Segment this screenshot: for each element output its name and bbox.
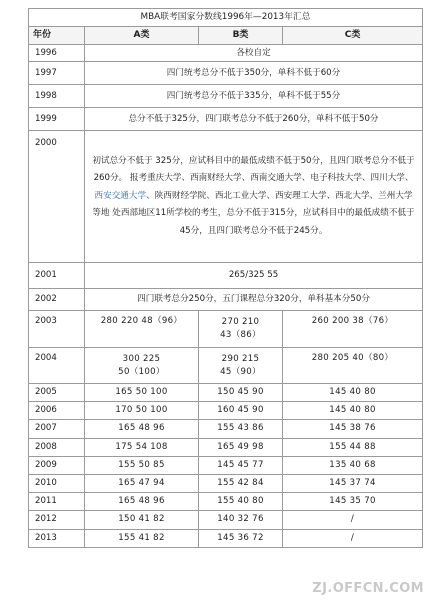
a-cell: 165 50 100	[85, 384, 199, 402]
year-cell: 2011	[29, 493, 85, 511]
year-cell: 2003	[29, 311, 85, 348]
a-cell	[85, 348, 199, 384]
year-cell: 2009	[29, 456, 85, 474]
merged-cell: 265/325 55	[85, 263, 423, 289]
a-cell: 175 54 108	[85, 438, 199, 456]
b-line: 270 210	[221, 317, 260, 327]
c-cell: 145 38 76	[283, 420, 423, 438]
a-line: 300 225	[122, 353, 161, 364]
table-row	[29, 311, 423, 348]
a-line: 50（100）	[118, 366, 165, 377]
table-row	[29, 384, 423, 402]
b-line: 43（86）	[220, 330, 261, 340]
c-cell: /	[283, 511, 423, 529]
header-year: 年份	[29, 27, 85, 45]
table-row	[29, 131, 423, 263]
a-cell: 280 220 48（96）	[85, 311, 199, 348]
table-row	[29, 474, 423, 492]
b-cell: 150 45 90	[199, 384, 283, 402]
a-cell: 165 48 96	[85, 420, 199, 438]
table-row	[29, 420, 423, 438]
header-row	[29, 27, 423, 45]
a-cell: 155 41 82	[85, 529, 199, 547]
table-row	[29, 511, 423, 529]
merged-cell: 四门联考总分250分，五门课程总分320分，单科基本分50分	[85, 289, 423, 311]
table-row	[29, 263, 423, 289]
b-line: 290 215	[221, 353, 260, 364]
b-cell	[199, 348, 283, 384]
a-cell: 170 50 100	[85, 402, 199, 420]
b-line: 45（90）	[220, 366, 261, 377]
merged-cell: 总分不低于325分，四门联考总分不低于260分，单科不低于50分	[85, 108, 423, 131]
c-cell: 260 200 38（76）	[283, 311, 423, 348]
year-cell: 2002	[29, 289, 85, 311]
year-cell: 2008	[29, 438, 85, 456]
year-cell: 2004	[29, 348, 85, 384]
score-table-container	[28, 8, 422, 548]
merged-cell: 四门统考总分不低于350分，单科不低于60分	[85, 62, 423, 85]
table-row	[29, 529, 423, 547]
b-cell: 160 45 90	[199, 402, 283, 420]
c-cell: 145 40 80	[283, 384, 423, 402]
b-cell: 155 40 80	[199, 493, 283, 511]
table-row	[29, 348, 423, 384]
merged-cell: 各校自定	[85, 45, 423, 62]
year-cell: 1998	[29, 85, 85, 108]
c-cell: 155 44 88	[283, 438, 423, 456]
header-b: B类	[199, 27, 283, 45]
b-cell: 155 43 86	[199, 420, 283, 438]
a-cell: 155 50 85	[85, 456, 199, 474]
b-cell: 145 45 77	[199, 456, 283, 474]
merged-cell: 四门统考总分不低于335分，单科不低于55分	[85, 85, 423, 108]
year-cell: 2005	[29, 384, 85, 402]
b-cell: 155 42 84	[199, 474, 283, 492]
year-cell: 2006	[29, 402, 85, 420]
table-row	[29, 402, 423, 420]
year-cell: 2010	[29, 474, 85, 492]
c-cell: /	[283, 529, 423, 547]
c-cell: 145 37 74	[283, 474, 423, 492]
table-row	[29, 289, 423, 311]
a-cell: 165 47 94	[85, 474, 199, 492]
site-watermark: ZJ.OFFCN.COM	[312, 581, 424, 596]
year-cell: 2001	[29, 263, 85, 289]
table-title: MBA联考国家分数线1996年—2013年汇总	[29, 9, 423, 27]
b-cell: 145 36 72	[199, 529, 283, 547]
year-cell: 1997	[29, 62, 85, 85]
c-cell: 280 205 40（80）	[283, 348, 423, 384]
year-cell: 2012	[29, 511, 85, 529]
paragraph-text: 、陕西财经学院、西北工业大学、西安理工大学、西北大学、兰州大学等地 处西部地区11所学校的考生，总分不低于315分，应试科目中的最低成绩不低于45分，且四门联考总分不低于245分。	[92, 190, 415, 236]
university-link[interactable]: 西安交通大学	[94, 190, 147, 201]
b-cell	[199, 311, 283, 348]
year-cell: 1999	[29, 108, 85, 131]
year-cell: 2013	[29, 529, 85, 547]
merged-paragraph-cell	[85, 131, 423, 263]
c-cell: 145 35 70	[283, 493, 423, 511]
table-row	[29, 493, 423, 511]
year-cell: 2000	[29, 131, 85, 263]
a-cell: 165 48 96	[85, 493, 199, 511]
table-row	[29, 456, 423, 474]
paragraph-text: 初试总分不低于 325分，应试科目中的最低成绩不低于50分，且四门联考总分不低于260分。 报考重庆大学、西南财经大学、西南交通大学、电子科技大学、四川大学、	[92, 155, 415, 184]
b-cell: 165 49 98	[199, 438, 283, 456]
year-cell: 1996	[29, 45, 85, 62]
c-cell: 135 40 68	[283, 456, 423, 474]
table-row	[29, 438, 423, 456]
b-cell: 140 32 76	[199, 511, 283, 529]
table-row	[29, 45, 423, 62]
header-a: A类	[85, 27, 199, 45]
table-row	[29, 85, 423, 108]
header-c: C类	[283, 27, 423, 45]
a-cell: 150 41 82	[85, 511, 199, 529]
table-row	[29, 108, 423, 131]
c-cell: 145 40 80	[283, 402, 423, 420]
score-table	[28, 8, 423, 548]
year-cell: 2007	[29, 420, 85, 438]
table-row	[29, 62, 423, 85]
table-title-row	[29, 9, 423, 27]
